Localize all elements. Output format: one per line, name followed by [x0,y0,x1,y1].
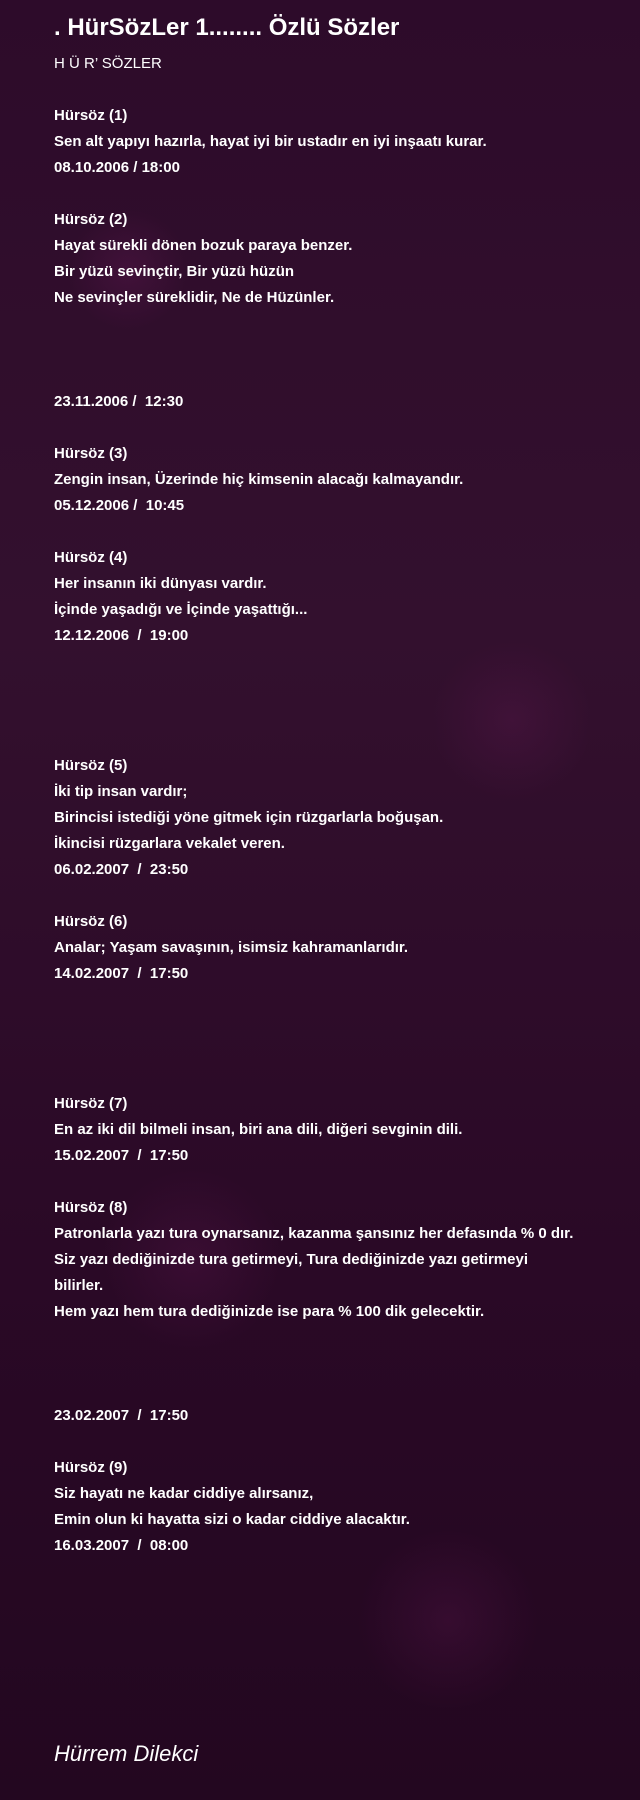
spacer [54,1169,624,1195]
entry-4-line-1: Her insanın iki dünyası vardır. [54,575,267,592]
entry-5-line-1: İki tip insan vardır; [54,783,188,800]
entry-9-line-1: Siz hayatı ne kadar ciddiye alırsanız, [54,1485,314,1502]
entry-4-label: Hürsöz (4) [54,549,128,566]
entry-8-label: Hürsöz (8) [54,1199,128,1216]
entry-8-date: 23.02.2007 / 17:50 [54,1407,189,1424]
entry-1-date: 08.10.2006 / 18:00 [54,159,180,176]
poem-content [54,14,624,1559]
entry-6-label: Hürsöz (6) [54,913,128,930]
entry-4-line-2: İçinde yaşadığı ve İçinde yaşattığı... [54,601,308,618]
entry-5-label: Hürsöz (5) [54,757,128,774]
entry-9-line-2: Emin olun ki hayatta sizi o kadar ciddiye alacaktır. [54,1511,410,1528]
entry-3-label: Hürsöz (3) [54,445,128,462]
entry-5-line-3: İkincisi rüzgarlara vekalet veren. [54,835,285,852]
spacer [54,1325,624,1403]
spacer [54,415,624,441]
entry-9-label: Hürsöz (9) [54,1459,128,1476]
entry-8-line-2: Siz yazı dediğinizde tura getirmeyi, Tura dediğinizde yazı getirmeyi [54,1251,529,1268]
spacer [54,77,624,103]
page-subtitle: H Ü R’ SÖZLER [54,55,162,72]
entry-3-date: 05.12.2006 / 10:45 [54,497,185,514]
entry-1-line-1: Sen alt yapıyı hazırla, hayat iyi bir ustadır en iyi inşaatı kurar. [54,133,487,150]
spacer [54,883,624,909]
entry-2-date: 23.11.2006 / 12:30 [54,393,184,410]
entry-1-label: Hürsöz (1) [54,107,128,124]
entry-2-line-3: Ne sevinçler süreklidir, Ne de Hüzünler. [54,289,335,306]
spacer [54,311,624,389]
entry-7-label: Hürsöz (7) [54,1095,128,1112]
entry-6-date: 14.02.2007 / 17:50 [54,965,189,982]
entry-5-date: 06.02.2007 / 23:50 [54,861,189,878]
entry-7-line-1: En az iki dil bilmeli insan, biri ana dili, diğeri sevginin dili. [54,1121,463,1138]
entry-3-line-1: Zengin insan, Üzerinde hiç kimsenin alacağı kalmayandır. [54,471,464,488]
entry-7-date: 15.02.2007 / 17:50 [54,1147,189,1164]
entry-2-label: Hürsöz (2) [54,211,128,228]
spacer [54,1429,624,1455]
entry-6-line-1: Analar; Yaşam savaşının, isimsiz kahramanlarıdır. [54,939,409,956]
entry-8-line-1: Patronlarla yazı tura oynarsanız, kazanma şansınız her defasında % 0 dır. [54,1225,574,1242]
spacer [54,987,624,1091]
entry-8-line-4: Hem yazı hem tura dediğinizde ise para % 100 dik gelecektir. [54,1303,485,1320]
entry-9-date: 16.03.2007 / 08:00 [54,1537,189,1554]
entry-5-line-2: Birincisi istediği yöne gitmek için rüzgarlarla boğuşan. [54,809,444,826]
page-title: . HürSözLer 1........ Özlü Sözler [54,14,400,41]
entry-8-line-3: bilirler. [54,1277,104,1294]
entry-2-line-2: Bir yüzü sevinçtir, Bir yüzü hüzün [54,263,295,280]
author-signature: Hürrem Dilekci [54,1741,199,1766]
spacer [54,519,624,545]
entry-2-line-1: Hayat sürekli dönen bozuk paraya benzer. [54,237,353,254]
spacer [54,181,624,207]
entry-4-date: 12.12.2006 / 19:00 [54,627,189,644]
spacer [54,649,624,753]
